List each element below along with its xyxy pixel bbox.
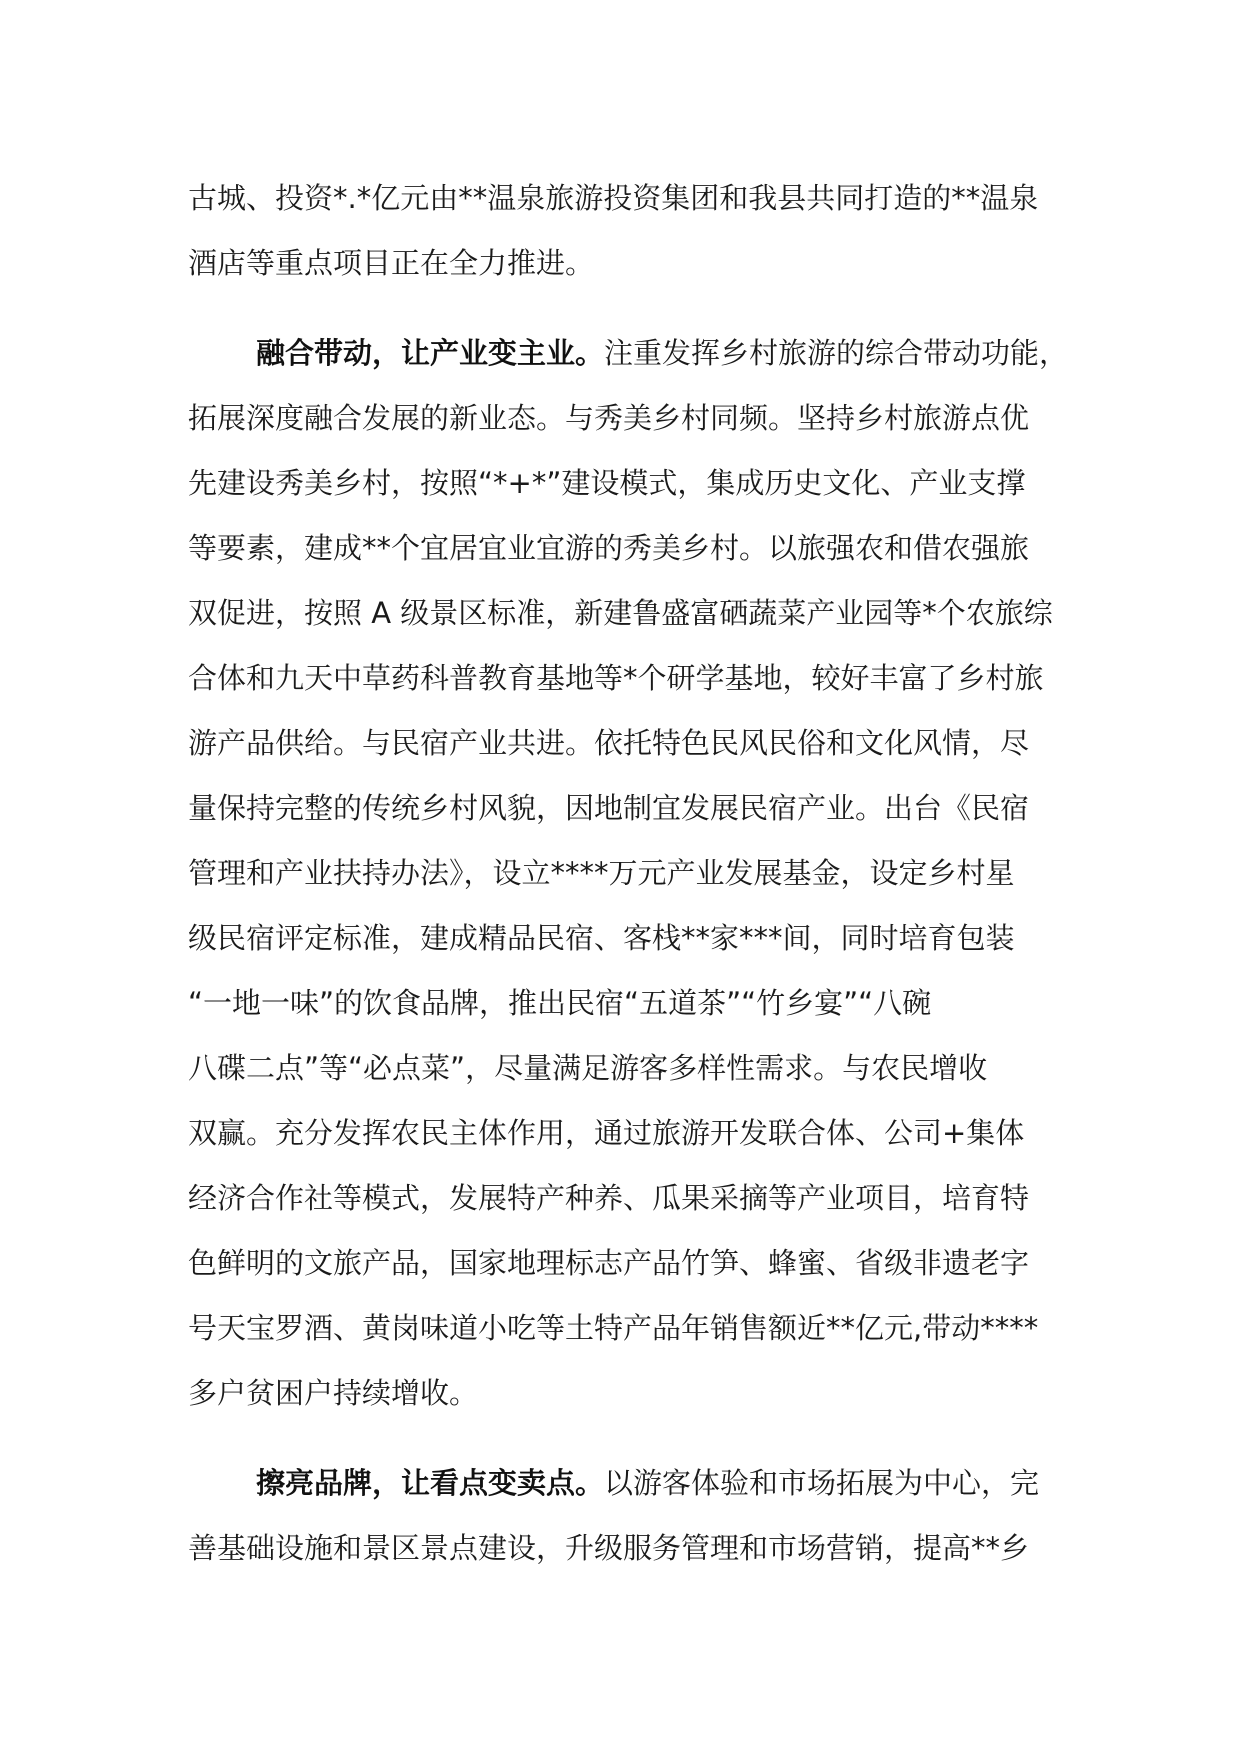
paragraph-2-line-16: 号天宝罗酒、黄岗味道小吃等土特产品年销售额近**亿元,带动**** [188, 1311, 1039, 1345]
paragraph-2-heading: 融合带动，让产业变主业。 [256, 336, 605, 370]
paragraph-2-line-14: 经济合作社等模式，发展特产种养、瓜果采摘等产业项目，培育特 [188, 1181, 1030, 1215]
paragraph-2-line-4: 等要素，建成**个宜居宜业宜游的秀美乡村。以旅强农和借农强旅 [188, 531, 1030, 565]
paragraph-3 [188, 1451, 1068, 1581]
paragraph-2 [188, 321, 1068, 1426]
paragraph-2-first-line-text: 注重发挥乡村旅游的综合带动功能， [604, 336, 1069, 370]
document-body [188, 166, 1068, 1581]
paragraph-2-line-5: 双促进，按照 A 级景区标准，新建鲁盛富硒蔬菜产业园等*个农旅综 [188, 596, 1053, 630]
paragraph-3-first-line-text: 以游客体验和市场拓展为中心，完 [604, 1466, 1040, 1500]
paragraph-2-line-3: 先建设秀美乡村，按照“*+*”建设模式，集成历史文化、产业支撑 [188, 466, 1026, 500]
paragraph-1 [188, 166, 1068, 296]
paragraph-2-line-6: 合体和九天中草药科普教育基地等*个研学基地，较好丰富了乡村旅 [188, 661, 1044, 695]
paragraph-2-line-7: 游产品供给。与民宿产业共进。依托特色民风民俗和文化风情，尽 [188, 726, 1030, 760]
paragraph-1-line-2: 酒店等重点项目正在全力推进。 [188, 246, 595, 280]
paragraph-2-line-13: 双赢。充分发挥农民主体作用，通过旅游开发联合体、公司+集体 [188, 1116, 1025, 1150]
paragraph-3-heading: 擦亮品牌，让看点变卖点。 [256, 1466, 605, 1500]
paragraph-3-line-2: 善基础设施和景区景点建设，升级服务管理和市场营销，提高**乡 [188, 1531, 1030, 1565]
paragraph-spacer [188, 296, 1068, 321]
paragraph-2-line-9: 管理和产业扶持办法》，设立****万元产业发展基金，设定乡村星 [188, 856, 1015, 890]
paragraph-2-line-8: 量保持完整的传统乡村风貌，因地制宜发展民宿产业。出台《民宿 [188, 791, 1030, 825]
paragraph-3-line-1 [188, 1451, 1068, 1516]
paragraph-2-line-11: “一地一味”的饮食品牌，推出民宿“五道茶”“竹乡宴”“八碗 [188, 986, 932, 1020]
paragraph-spacer [188, 1426, 1068, 1451]
paragraph-2-line-2: 拓展深度融合发展的新业态。与秀美乡村同频。坚持乡村旅游点优 [188, 401, 1030, 435]
paragraph-2-line-15: 色鲜明的文旅产品，国家地理标志产品竹笋、蜂蜜、省级非遗老字 [188, 1246, 1030, 1280]
paragraph-1-line-1: 古城、投资*.*亿元由**温泉旅游投资集团和我县共同打造的**温泉 [188, 181, 1039, 215]
paragraph-2-line-12: 八碟二点”等“必点菜”，尽量满足游客多样性需求。与农民增收 [188, 1051, 988, 1085]
paragraph-2-line-10: 级民宿评定标准，建成精品民宿、客栈**家***间，同时培育包装 [188, 921, 1015, 955]
paragraph-2-line-17: 多户贫困户持续增收。 [188, 1376, 479, 1410]
paragraph-2-line-1 [188, 321, 1068, 386]
